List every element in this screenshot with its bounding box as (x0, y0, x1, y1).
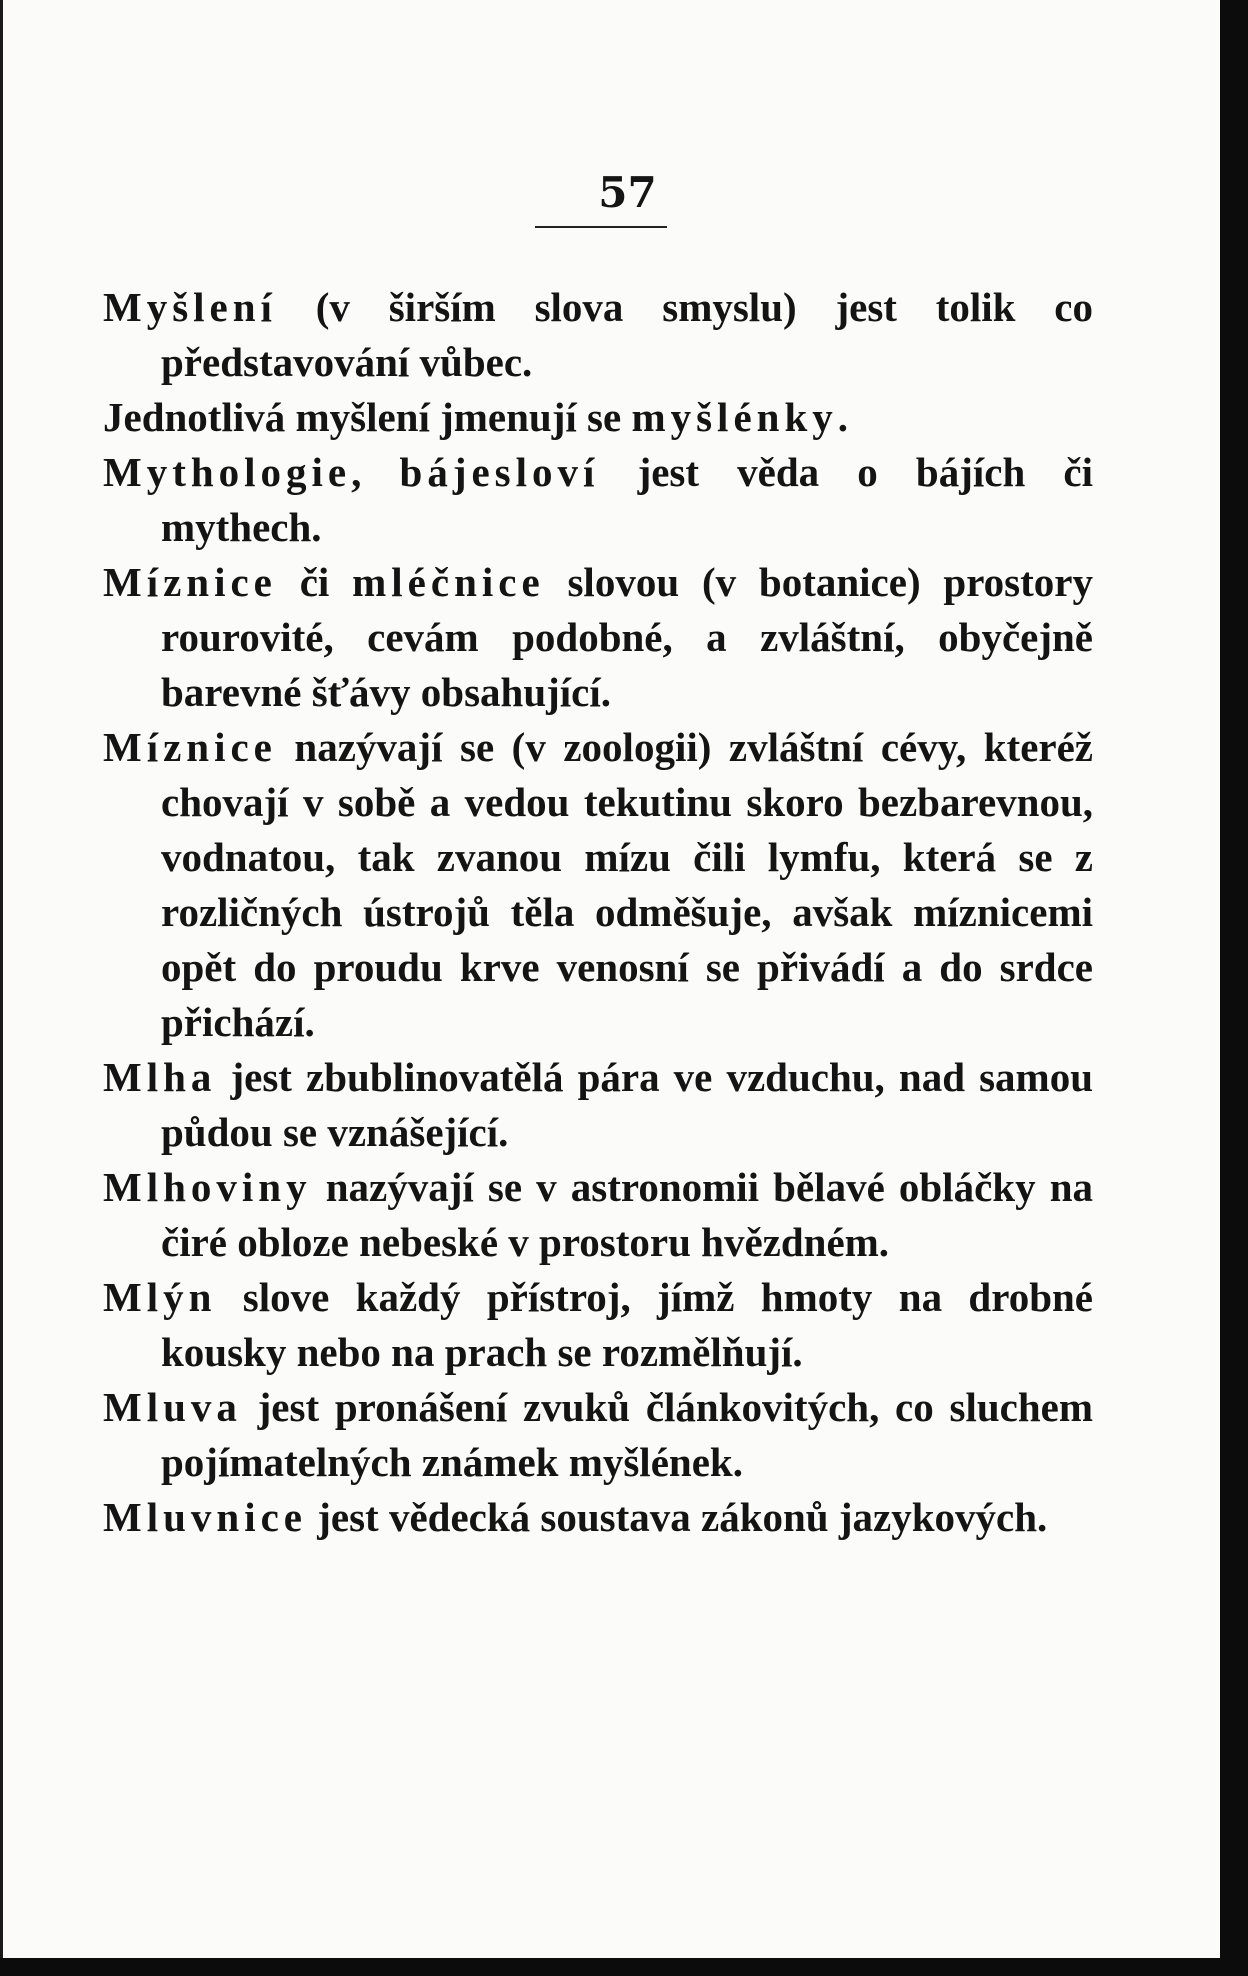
entry-miznice-zoologie (103, 720, 1093, 1050)
page-number-rule (535, 226, 667, 228)
entry-term: myšlénky (631, 394, 838, 440)
entry-definition: nazývají se v astronomii bělavé obláčky na čiré obloze nebeské v prostoru hvězdném. (161, 1164, 1093, 1265)
entry-term: Míznice (103, 724, 277, 770)
scan-border-right (1220, 0, 1248, 1976)
entry-mlyn (103, 1270, 1093, 1380)
entry-definition: Jednotlivá myšlení jmenují se (103, 394, 632, 440)
entry-definition: nazývají se (v zoologii) zvláštní cévy, kteréž chovají v sobě a vedou tekutinu skoro bezbarevnou, vodnatou, tak zvanou mízu čili lymfu, která se z rozličných ústrojů těla odměšuje, avšak míznicemi opět do proudu krve venosní se přivádí a do srdce přichází. (161, 724, 1093, 1045)
entry-definition: jest věda o bájích či mythech. (161, 449, 1093, 550)
entry-separator: či (276, 559, 353, 605)
entry-miznice-botanika (103, 555, 1093, 720)
book-page (3, 0, 1220, 1958)
page-number: 57 (598, 168, 657, 217)
entry-definition: jest vědecká soustava zákonů jazykových. (306, 1494, 1048, 1540)
entry-definition-end: . (837, 394, 848, 440)
entry-term: Mluvnice (103, 1494, 307, 1540)
entry-separator: , (351, 449, 400, 495)
entry-term-synonym: bájesloví (399, 449, 600, 495)
entry-mythologie (103, 445, 1093, 555)
entry-definition: slovou (v botanice) prostory rourovité, cevám podobné, a zvláštní, obyčejně barevné šťávy obsahující. (161, 559, 1093, 715)
entry-term: Mlýn (103, 1274, 217, 1320)
entry-mluvnice (103, 1490, 1093, 1545)
entry-term: Mlhoviny (103, 1164, 312, 1210)
entry-mysleni (103, 280, 1093, 390)
entry-term: Mythologie (103, 449, 352, 495)
entry-term-synonym: mléčnice (352, 559, 545, 605)
entry-mluva (103, 1380, 1093, 1490)
entry-mlha (103, 1050, 1093, 1160)
entry-term: Mlha (103, 1054, 217, 1100)
scan-border-bottom (0, 1958, 1248, 1976)
entry-definition: jest pronášení zvuků článkovitých, co sluchem pojímatelných známek myšlének. (161, 1384, 1093, 1485)
entry-definition: jest zbublinovatělá pára ve vzduchu, nad samou půdou se vznášející. (161, 1054, 1093, 1155)
entry-term: Mluva (103, 1384, 242, 1430)
entry-term: Míznice (103, 559, 277, 605)
entry-definition: slove každý přístroj, jímž hmoty na drobné kousky nebo na prach se rozmělňují. (161, 1274, 1093, 1375)
entry-definition: (v širším slova smyslu) jest tolik co představování vůbec. (161, 284, 1093, 385)
dictionary-text (103, 280, 1093, 1545)
entry-mlhoviny (103, 1160, 1093, 1270)
entry-myslenky (103, 390, 1093, 445)
entry-term: Myšlení (103, 284, 277, 330)
